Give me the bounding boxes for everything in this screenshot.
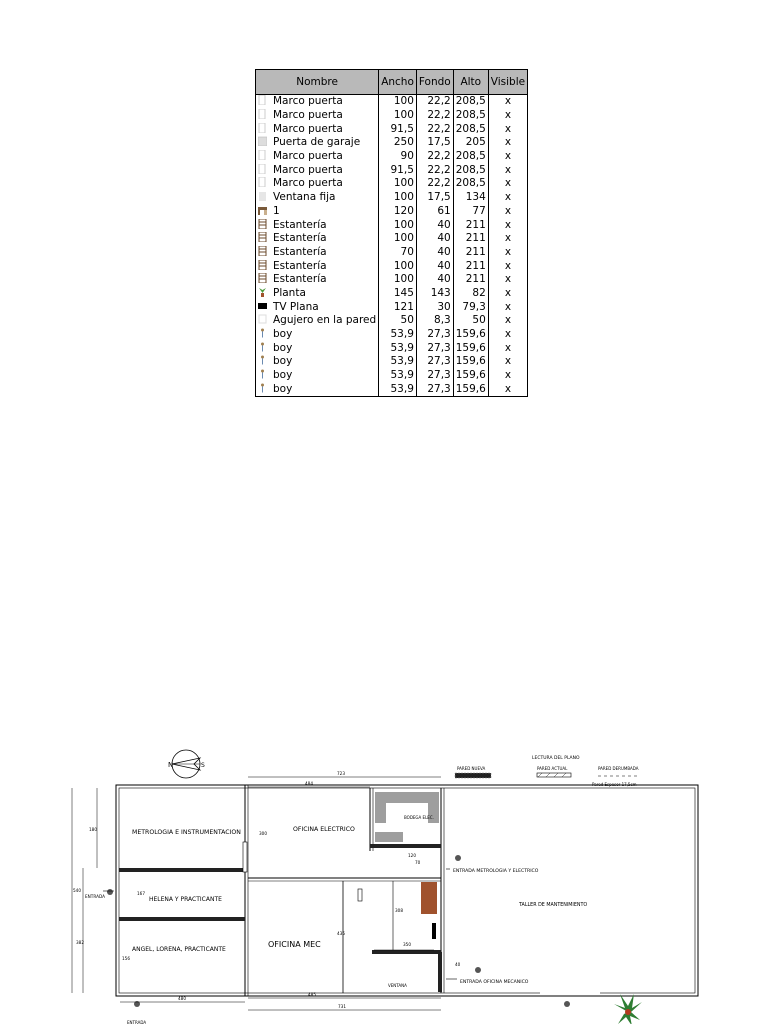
row-name: 1 <box>273 204 280 217</box>
header-fondo: Fondo <box>416 70 453 95</box>
table-row <box>256 287 528 301</box>
svg-text:40: 40 <box>455 962 461 967</box>
table-row <box>256 177 528 191</box>
row-name: boy <box>273 369 293 382</box>
svg-text:167: 167 <box>137 891 145 896</box>
cell-nombre <box>256 150 379 164</box>
new-walls <box>119 844 442 992</box>
cell-nombre <box>256 300 379 314</box>
cell-ancho: 100 <box>379 232 417 246</box>
cell-nombre <box>256 136 379 150</box>
svg-text:180: 180 <box>89 827 97 832</box>
cell-alto: 211 <box>453 218 488 232</box>
table-row <box>256 218 528 232</box>
door-frame-icon <box>258 109 273 121</box>
cell-ancho: 53,9 <box>379 382 417 396</box>
table-row <box>256 246 528 260</box>
row-name: boy <box>273 355 293 368</box>
shelf-icon <box>258 260 273 272</box>
cell-visible: x <box>488 341 527 355</box>
furniture-table <box>255 69 528 397</box>
table-row <box>256 259 528 273</box>
cell-fondo: 22,2 <box>416 122 453 136</box>
cell-fondo: 8,3 <box>416 314 453 328</box>
cell-visible: x <box>488 328 527 342</box>
svg-text:308: 308 <box>395 908 403 913</box>
row-name: boy <box>273 341 293 354</box>
label-entrada-bottom: ENTRADA <box>127 1020 147 1024</box>
table-row <box>256 95 528 109</box>
compass-icon <box>168 750 205 778</box>
cell-alto: 208,5 <box>453 150 488 164</box>
cell-nombre <box>256 109 379 123</box>
cell-visible: x <box>488 246 527 260</box>
cell-alto: 211 <box>453 259 488 273</box>
room-helena: HELENA Y PRACTICANTE <box>149 896 222 903</box>
cell-fondo: 17,5 <box>416 136 453 150</box>
cell-ancho: 53,9 <box>379 328 417 342</box>
cell-nombre <box>256 163 379 177</box>
cell-fondo: 27,3 <box>416 328 453 342</box>
room-oficina-electrico: OFICINA ELECTRICO <box>293 826 355 833</box>
cell-fondo: 30 <box>416 300 453 314</box>
cell-nombre <box>256 246 379 260</box>
cell-ancho: 100 <box>379 218 417 232</box>
cell-alto: 208,5 <box>453 109 488 123</box>
row-name: Estantería <box>273 218 327 231</box>
room-angel: ANGEL, LORENA, PRACTICANTE <box>132 946 226 953</box>
cell-fondo: 22,2 <box>416 177 453 191</box>
person-icon <box>258 355 273 367</box>
table-row <box>256 122 528 136</box>
cell-visible: x <box>488 150 527 164</box>
svg-text:LECTURA DEL PLANO: LECTURA DEL PLANO <box>532 756 580 761</box>
cell-fondo: 40 <box>416 232 453 246</box>
tv-icon <box>258 301 273 313</box>
table-body <box>256 95 528 397</box>
cell-alto: 77 <box>453 205 488 219</box>
cell-ancho: 250 <box>379 136 417 150</box>
door-frame-icon <box>258 150 273 162</box>
table-row <box>256 232 528 246</box>
cell-alto: 208,5 <box>453 177 488 191</box>
cell-ancho: 100 <box>379 259 417 273</box>
person-icon <box>258 383 273 395</box>
dimension-values <box>73 771 461 1009</box>
svg-text:156: 156 <box>122 956 130 961</box>
row-name: Ventana fija <box>273 191 336 204</box>
svg-text:731: 731 <box>338 1004 346 1009</box>
cell-nombre <box>256 232 379 246</box>
cell-visible: x <box>488 122 527 136</box>
row-name: Estantería <box>273 259 327 272</box>
table-row <box>256 109 528 123</box>
row-name: Estantería <box>273 232 327 245</box>
cell-ancho: 100 <box>379 177 417 191</box>
row-name: Marco puerta <box>273 109 343 122</box>
cell-fondo: 40 <box>416 218 453 232</box>
cell-nombre <box>256 341 379 355</box>
cell-visible: x <box>488 369 527 383</box>
cell-nombre <box>256 259 379 273</box>
cell-alto: 205 <box>453 136 488 150</box>
header-alto: Alto <box>453 70 488 95</box>
cell-ancho: 53,9 <box>379 369 417 383</box>
person-icon <box>258 328 273 340</box>
cell-visible: x <box>488 177 527 191</box>
door-frame-icon <box>258 95 273 107</box>
row-name: boy <box>273 382 293 395</box>
cell-visible: x <box>488 314 527 328</box>
row-name: Marco puerta <box>273 150 343 163</box>
desk-icon <box>258 205 273 217</box>
row-name: boy <box>273 328 293 341</box>
row-name: Marco puerta <box>273 95 343 108</box>
cell-fondo: 40 <box>416 273 453 287</box>
row-name: Agujero en la pared <box>273 314 377 327</box>
cell-fondo: 61 <box>416 205 453 219</box>
door-frame-icon <box>258 164 273 176</box>
svg-text:70: 70 <box>415 860 421 865</box>
cell-alto: 159,6 <box>453 369 488 383</box>
table-row <box>256 300 528 314</box>
room-metrologia: METROLOGIA E INSTRUMENTACION <box>132 829 241 836</box>
cell-visible: x <box>488 355 527 369</box>
cell-fondo: 22,2 <box>416 95 453 109</box>
row-name: Estantería <box>273 245 327 258</box>
cell-nombre <box>256 314 379 328</box>
table-row <box>256 328 528 342</box>
cell-alto: 134 <box>453 191 488 205</box>
cell-visible: x <box>488 287 527 301</box>
svg-text:120: 120 <box>408 853 416 858</box>
room-bodega: BODEGA ELEC. <box>404 815 434 820</box>
cell-nombre <box>256 369 379 383</box>
room-oficina-mec: OFICINA MEC <box>268 940 321 949</box>
cell-nombre <box>256 122 379 136</box>
cell-visible: x <box>488 109 527 123</box>
cell-nombre <box>256 382 379 396</box>
plant-icon <box>614 994 642 1024</box>
cell-alto: 50 <box>453 314 488 328</box>
row-name: Puerta de garaje <box>273 136 361 149</box>
table-row <box>256 341 528 355</box>
svg-text:435: 435 <box>337 931 345 936</box>
cell-nombre <box>256 205 379 219</box>
cell-fondo: 40 <box>416 246 453 260</box>
cell-ancho: 53,9 <box>379 341 417 355</box>
cell-alto: 79,3 <box>453 300 488 314</box>
cell-alto: 208,5 <box>453 122 488 136</box>
cell-ancho: 91,5 <box>379 122 417 136</box>
header-ancho: Ancho <box>379 70 417 95</box>
cell-alto: 159,6 <box>453 328 488 342</box>
cell-nombre <box>256 273 379 287</box>
svg-text:382: 382 <box>76 940 84 945</box>
row-name: Planta <box>273 286 306 299</box>
window-icon <box>243 842 247 872</box>
cell-fondo: 22,2 <box>416 109 453 123</box>
shelf-icon <box>258 246 273 258</box>
label-entrada-left: ENTRADA <box>85 894 105 899</box>
cell-fondo: 40 <box>416 259 453 273</box>
cell-visible: x <box>488 136 527 150</box>
header-nombre: Nombre <box>256 70 379 95</box>
svg-text:Pared Espesor 17,5cm: Pared Espesor 17,5cm <box>592 782 637 787</box>
entrance-markers <box>103 869 457 979</box>
svg-text:484: 484 <box>305 781 313 786</box>
floor-plan <box>0 740 768 1024</box>
cell-fondo: 27,3 <box>416 341 453 355</box>
table-header-row <box>256 70 528 95</box>
row-name: Marco puerta <box>273 163 343 176</box>
cell-fondo: 22,2 <box>416 150 453 164</box>
cell-visible: x <box>488 205 527 219</box>
cell-alto: 82 <box>453 287 488 301</box>
cell-ancho: 70 <box>379 246 417 260</box>
cell-nombre <box>256 95 379 109</box>
cell-alto: 159,6 <box>453 355 488 369</box>
cell-visible: x <box>488 163 527 177</box>
table-row <box>256 273 528 287</box>
cell-visible: x <box>488 232 527 246</box>
cell-visible: x <box>488 259 527 273</box>
cell-nombre <box>256 177 379 191</box>
svg-text:485: 485 <box>308 992 316 997</box>
window-icon <box>258 191 273 203</box>
label-ventana: VENTANA <box>388 983 407 988</box>
cell-nombre <box>256 191 379 205</box>
legend-new-wall-swatch <box>455 773 491 778</box>
cell-nombre <box>256 355 379 369</box>
cell-nombre <box>256 218 379 232</box>
cell-fondo: 27,3 <box>416 369 453 383</box>
svg-text:PARED DERUMBADA: PARED DERUMBADA <box>598 766 639 771</box>
cell-visible: x <box>488 273 527 287</box>
table-row <box>256 150 528 164</box>
cell-ancho: 145 <box>379 287 417 301</box>
cell-ancho: 91,5 <box>379 163 417 177</box>
cell-ancho: 50 <box>379 314 417 328</box>
garage-door-icon <box>258 136 273 148</box>
table-row <box>256 205 528 219</box>
person-icon <box>258 342 273 354</box>
row-name: TV Plana <box>273 300 319 313</box>
cell-fondo: 22,2 <box>416 163 453 177</box>
cell-ancho: 120 <box>379 205 417 219</box>
cell-alto: 208,5 <box>453 95 488 109</box>
cell-ancho: 100 <box>379 95 417 109</box>
svg-text:723: 723 <box>337 771 345 776</box>
cell-alto: 211 <box>453 232 488 246</box>
room-taller: TALLER DE MANTENIMIENTO <box>519 903 588 908</box>
cell-alto: 208,5 <box>453 163 488 177</box>
table-row <box>256 369 528 383</box>
cell-visible: x <box>488 382 527 396</box>
table-row <box>256 191 528 205</box>
label-entrada-oficina: ENTRADA OFICINA MECANICO <box>460 980 529 985</box>
cell-fondo: 17,5 <box>416 191 453 205</box>
cell-ancho: 90 <box>379 150 417 164</box>
door-icon <box>358 889 362 901</box>
wall-hole-icon <box>258 314 273 326</box>
tv-icon <box>432 923 436 939</box>
shelf-icon <box>258 273 273 285</box>
svg-text:480: 480 <box>178 996 186 1001</box>
cell-nombre <box>256 328 379 342</box>
cell-alto: 159,6 <box>453 382 488 396</box>
door-frame-icon <box>258 123 273 135</box>
cell-alto: 211 <box>453 246 488 260</box>
table-row <box>256 382 528 396</box>
cell-alto: 211 <box>453 273 488 287</box>
svg-text:350: 350 <box>403 942 411 947</box>
table-row <box>256 314 528 328</box>
svg-text:540: 540 <box>73 888 81 893</box>
header-visible: Visible <box>488 70 527 95</box>
cell-ancho: 100 <box>379 191 417 205</box>
cell-ancho: 100 <box>379 273 417 287</box>
table-row <box>256 163 528 177</box>
door-frame-icon <box>258 177 273 189</box>
svg-text:300: 300 <box>259 831 267 836</box>
cell-visible: x <box>488 95 527 109</box>
table-row <box>256 355 528 369</box>
desk-icon <box>421 882 437 914</box>
cell-fondo: 27,3 <box>416 355 453 369</box>
cell-visible: x <box>488 218 527 232</box>
plant-icon <box>258 287 273 299</box>
svg-text:S: S <box>201 762 205 769</box>
cell-ancho: 53,9 <box>379 355 417 369</box>
cell-visible: x <box>488 300 527 314</box>
row-name: Estantería <box>273 273 327 286</box>
cell-alto: 159,6 <box>453 341 488 355</box>
cell-visible: x <box>488 191 527 205</box>
label-entrada-metrologia: ENTRADA METROLOGIA Y ELECTRICO <box>453 869 539 874</box>
legend <box>455 755 640 787</box>
cell-ancho: 121 <box>379 300 417 314</box>
row-name: Marco puerta <box>273 177 343 190</box>
shelf-icon <box>258 232 273 244</box>
row-name: Marco puerta <box>273 122 343 135</box>
person-icon <box>258 369 273 381</box>
svg-text:PARED ACTUAL: PARED ACTUAL <box>537 766 568 771</box>
shelf-icon <box>258 219 273 231</box>
cell-nombre <box>256 287 379 301</box>
cell-ancho: 100 <box>379 109 417 123</box>
table-row <box>256 136 528 150</box>
svg-text:N: N <box>168 761 174 769</box>
svg-text:PARED NUEVA: PARED NUEVA <box>457 766 486 771</box>
cell-fondo: 27,3 <box>416 382 453 396</box>
cell-fondo: 143 <box>416 287 453 301</box>
